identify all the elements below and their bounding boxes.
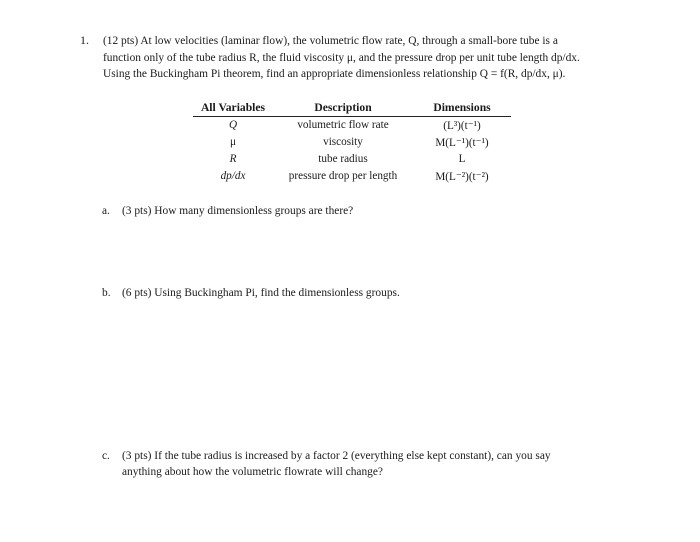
part-c-text-line-1: (3 pts) If the tube radius is increased by a factor 2 (everything else kept constant), can you say [122, 450, 551, 462]
question-line-1: (12 pts) At low velocities (laminar flow), the volumetric flow rate, Q, through a small-bore tube is a [103, 35, 558, 47]
variables-table-header [0, 101, 700, 117]
cell-description: volumetric flow rate [297, 119, 389, 131]
part-a [102, 203, 353, 219]
cell-description: tube radius [318, 153, 368, 165]
cell-variable: Q [228, 119, 238, 131]
cell-dimensions: M(L⁻¹)(t⁻¹) [435, 137, 489, 149]
question-line-2: function only of the tube radius R, the fluid viscosity μ, and the pressure drop per unit tube length dp/dx. [103, 51, 580, 64]
table-row [0, 170, 700, 186]
cell-dimensions: (L³)(t⁻¹) [443, 120, 481, 132]
cell-dimensions: M(L⁻²)(t⁻²) [435, 171, 489, 183]
table-row [0, 153, 700, 169]
part-a-label: a. [102, 205, 110, 217]
part-c [102, 448, 622, 480]
question-number: 1. [80, 33, 89, 47]
table-row [0, 119, 700, 135]
cell-variable: dp/dx [220, 170, 246, 182]
part-b-label: b. [102, 287, 111, 299]
part-b-text: (6 pts) Using Buckingham Pi, find the dimensionless groups. [122, 287, 400, 299]
cell-dimensions: L [458, 153, 466, 165]
part-b [102, 285, 400, 301]
question-line-3: Using the Buckingham Pi theorem, find an appropriate dimensionless relationship Q = f(R, dp/dx, μ). [103, 68, 566, 80]
cell-variable: R [229, 153, 237, 165]
part-a-text: (3 pts) How many dimensionless groups are there? [122, 205, 354, 217]
header-description: Description [314, 101, 372, 114]
cell-description: viscosity [323, 136, 363, 148]
header-variables: All Variables [200, 101, 266, 114]
cell-variable: μ [230, 136, 236, 148]
part-c-label: c. [102, 450, 110, 462]
cell-description: pressure drop per length [288, 170, 398, 182]
table-header-rule [193, 116, 511, 117]
question-text [103, 33, 628, 83]
table-row [0, 136, 700, 152]
header-dimensions: Dimensions [433, 101, 491, 114]
part-c-text-line-2: anything about how the volumetric flowrate will change? [122, 466, 383, 478]
